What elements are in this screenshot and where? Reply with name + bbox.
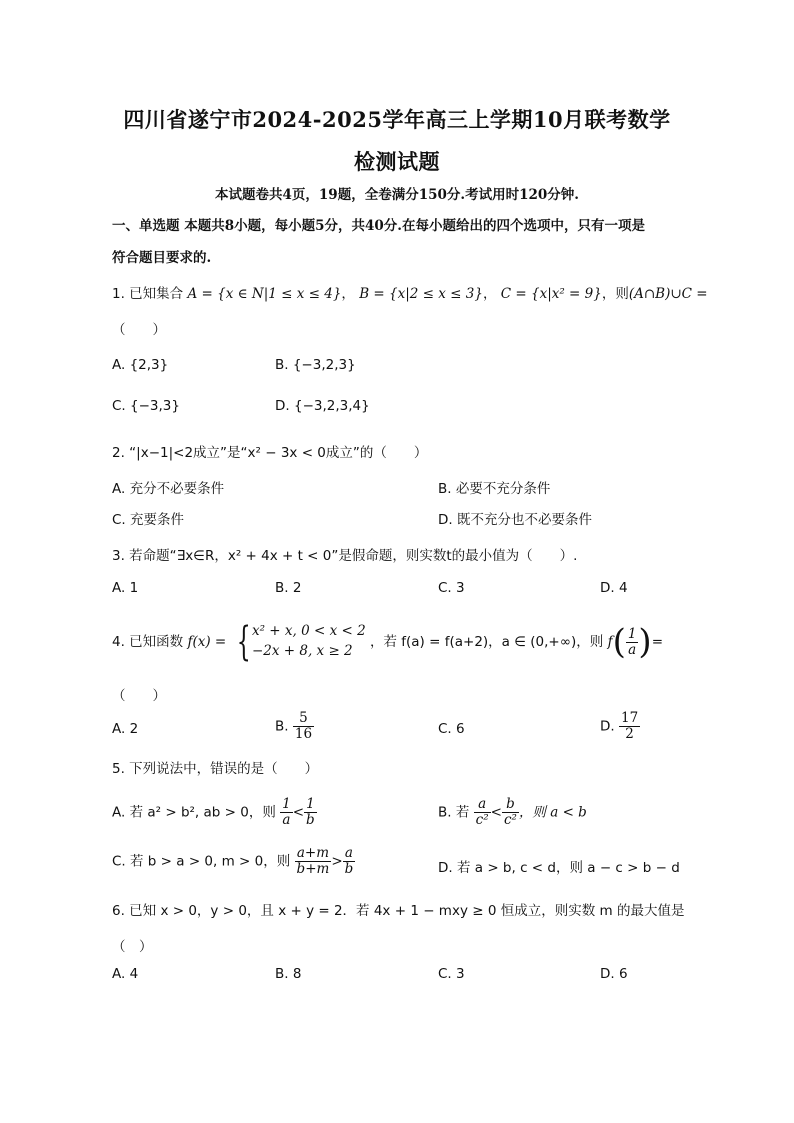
frac-numerator: 1 xyxy=(627,625,637,642)
frac-denominator: b xyxy=(306,811,315,828)
frac-numerator: 1 xyxy=(304,797,317,813)
frac-denominator: c² xyxy=(475,811,489,828)
fraction-1-over-a xyxy=(626,627,639,658)
q4-option-d-label: D. xyxy=(600,718,615,735)
q5-option-a[interactable] xyxy=(112,797,317,828)
frac-1-over-a xyxy=(280,797,293,828)
q2-option-c[interactable]: C. 充要条件 xyxy=(112,512,185,528)
question-5: 5. 下列说法中，错误的是（ ） xyxy=(112,761,319,777)
case-2: −2x + 8, x ≥ 2 xyxy=(251,643,353,659)
exam-title-line2: 检测试题 xyxy=(354,149,440,174)
q3-option-c[interactable]: C. 3 xyxy=(438,580,465,596)
question-1-paren: （ ） xyxy=(112,322,166,338)
q2-option-a[interactable]: A. 充分不必要条件 xyxy=(112,481,225,497)
frac-denominator: 2 xyxy=(625,725,634,742)
frac-numerator: 1 xyxy=(282,796,291,812)
frac-numerator: 5 xyxy=(293,711,314,727)
q5-option-b-prefix: B. 若 xyxy=(438,804,470,821)
set-b: B = {x|2 ≤ x ≤ 3} xyxy=(359,286,483,302)
question-1-expression: (A∩B)∪C = xyxy=(628,286,708,302)
question-4-prefix: 4. 已知函数 xyxy=(112,634,184,650)
question-1-then: ，则 xyxy=(601,286,629,302)
frac-numerator: a xyxy=(343,846,356,862)
frac-numerator: a+m xyxy=(295,846,332,862)
frac-a-over-c2 xyxy=(474,797,491,828)
q6-option-b[interactable]: B. 8 xyxy=(275,966,302,982)
question-6: 6. 已知 x > 0，y > 0，且 x + y = 2．若 4x + 1 − mxy ≥ 0 恒成立，则实数 m 的最大值是 xyxy=(112,903,685,919)
set-a: A = {x ∈ N|1 ≤ x ≤ 4} xyxy=(187,286,342,302)
q1-option-b[interactable]: B. {−3,2,3} xyxy=(275,357,356,373)
q2-option-d[interactable]: D. 既不充分也不必要条件 xyxy=(438,512,592,528)
section-1-line1: 一、单选题 本题共8小题，每小题5分，共40分.在每小题给出的四个选项中，只有一项是 xyxy=(112,218,645,234)
frac-b-over-c2 xyxy=(502,797,519,828)
frac-denominator: c² xyxy=(503,811,517,828)
q5-option-b[interactable] xyxy=(438,797,587,828)
frac-a-plus-m-over-b-plus-m xyxy=(295,846,332,877)
frac-denominator: b xyxy=(344,860,354,877)
q3-option-a[interactable]: A. 1 xyxy=(112,580,139,596)
question-1-prefix: 1. 已知集合 xyxy=(112,286,184,302)
q4-option-c[interactable]: C. 6 xyxy=(438,721,465,737)
frac-numerator: 17 xyxy=(620,710,639,726)
exam-subtitle: 本试题卷共4页，19题，全卷满分150分.考试用时120分钟. xyxy=(215,187,579,203)
q4-option-d-fraction xyxy=(619,711,640,742)
piecewise-cases xyxy=(252,622,366,661)
question-4-condition: ，若 f(a) = f(a+2)，a ∈ (0,+∞)，则 xyxy=(369,634,604,650)
frac-denominator: a xyxy=(282,811,291,828)
question-3: 3. 若命题“∃x∈R，x² + 4x + t < 0”是假命题，则实数t的最小值为（ ）. xyxy=(112,548,578,564)
question-6-paren: （ ） xyxy=(112,939,153,955)
q5-option-c-text: C. 若 b > a > 0, m > 0，则 xyxy=(112,853,291,870)
q5-option-a-text: A. 若 a² > b², ab > 0，则 xyxy=(112,804,276,821)
left-paren: ( xyxy=(612,622,626,662)
relation-symbol: < xyxy=(490,804,502,821)
frac-denominator: a xyxy=(628,641,637,658)
frac-denominator: 16 xyxy=(294,725,313,742)
q6-option-c[interactable]: C. 3 xyxy=(438,966,465,982)
q4-option-b-label: B. xyxy=(275,718,289,735)
q4-option-a[interactable]: A. 2 xyxy=(112,721,139,737)
frac-numerator: b xyxy=(502,797,519,813)
piecewise-function xyxy=(231,619,366,665)
function-f: f xyxy=(607,634,613,650)
q4-option-d[interactable] xyxy=(600,711,640,742)
relation-symbol: > xyxy=(331,853,343,870)
section-1-heading xyxy=(112,210,692,274)
case-1: x² + x, 0 < x < 2 xyxy=(251,623,366,640)
relation-symbol: < xyxy=(292,804,305,821)
q5-option-c[interactable] xyxy=(112,846,355,877)
q4-option-b[interactable] xyxy=(275,711,314,742)
frac-denominator: b+m xyxy=(296,860,330,877)
q5-option-b-suffix: ，则 a < b xyxy=(518,804,587,821)
q1-option-d[interactable]: D. {−3,2,3,4} xyxy=(275,398,370,414)
q5-option-d[interactable]: D. 若 a > b, c < d，则 a − c > b − d xyxy=(438,860,680,876)
brace-symbol: { xyxy=(236,619,251,665)
question-4 xyxy=(112,619,692,665)
exam-title-line1: 四川省遂宁市2024-2025学年高三上学期10月联考数学 xyxy=(123,107,671,132)
q4-option-b-fraction xyxy=(293,711,314,742)
question-4-paren: （ ） xyxy=(112,688,166,704)
question-1: 1. 已知集合 A = {x ∈ N|1 ≤ x ≤ 4}， B = {x|2 ≤ x ≤ 3}， C = {x|x² = 9}，则(A∩B)∪C = xyxy=(112,286,708,302)
q1-option-a[interactable]: A. {2,3} xyxy=(112,357,169,373)
frac-a-over-b xyxy=(343,846,356,877)
frac-numerator: a xyxy=(474,797,491,813)
section-1-line2: 符合题目要求的. xyxy=(112,250,212,266)
q2-option-b[interactable]: B. 必要不充分条件 xyxy=(438,481,551,497)
function-name: f(x) = xyxy=(187,634,227,650)
q6-option-a[interactable]: A. 4 xyxy=(112,966,139,982)
set-c: C = {x|x² = 9} xyxy=(500,286,602,302)
frac-1-over-b xyxy=(304,797,317,828)
equals-sign: = xyxy=(651,634,663,650)
q6-option-d[interactable]: D. 6 xyxy=(600,966,628,982)
q3-option-b[interactable]: B. 2 xyxy=(275,580,302,596)
question-2: 2. “|x−1|<2成立”是“x² − 3x < 0成立”的（ ） xyxy=(112,445,428,461)
q1-option-c[interactable]: C. {−3,3} xyxy=(112,398,180,414)
q3-option-d[interactable]: D. 4 xyxy=(600,580,628,596)
right-paren: ) xyxy=(638,622,652,662)
